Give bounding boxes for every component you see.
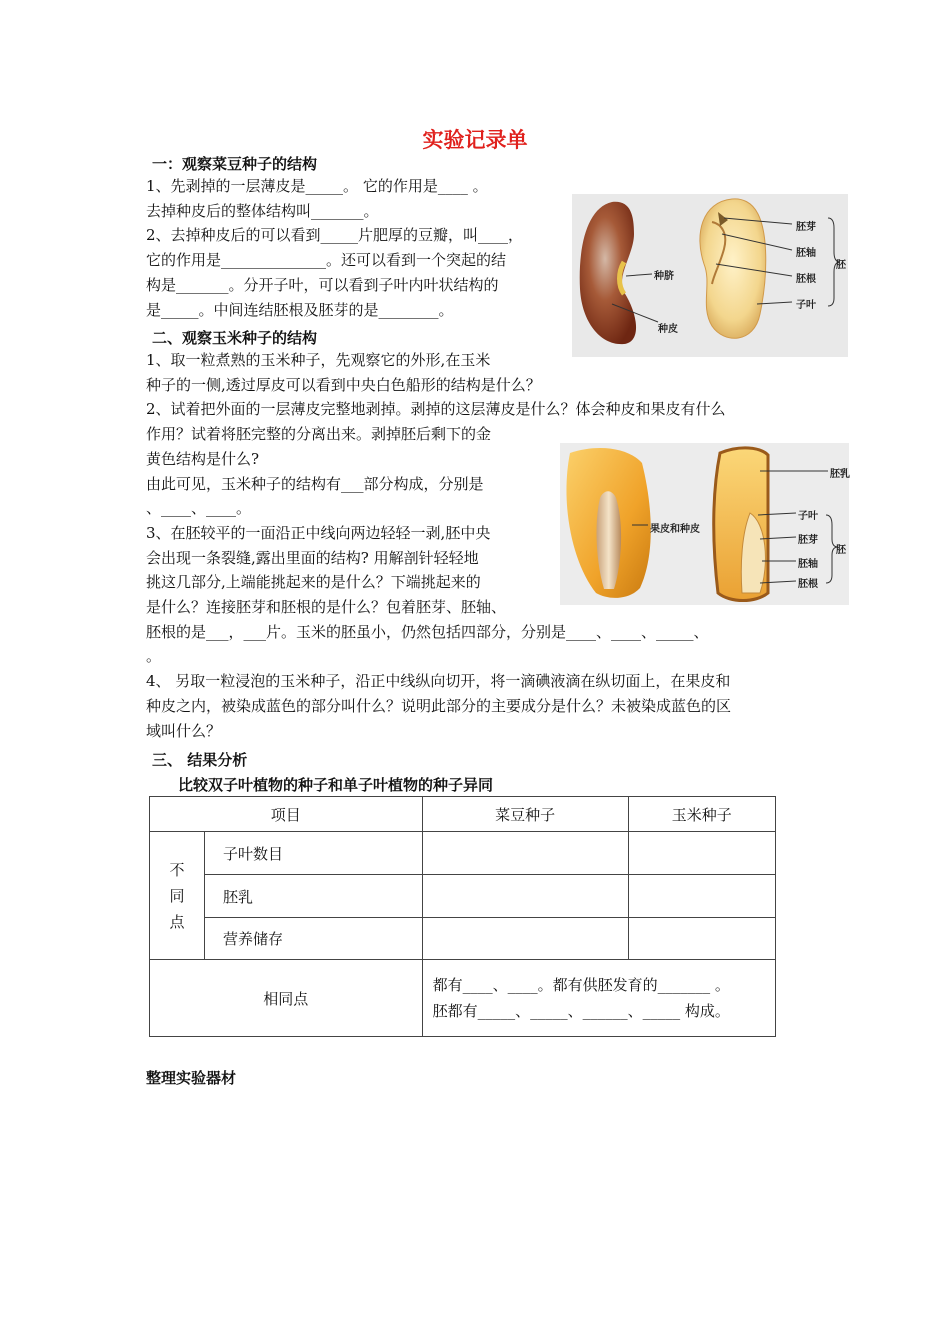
- label-plumule: 胚芽: [798, 535, 818, 546]
- table-cell[interactable]: [628, 918, 775, 960]
- label-seed-coat: 种皮: [658, 324, 678, 335]
- label-hypocotyl: 胚轴: [798, 559, 818, 570]
- diff-label-char: 点: [169, 912, 185, 931]
- label-endosperm: 胚乳: [830, 469, 850, 480]
- text-line: 挑这几部分,上端能挑起来的是什么？下端挑起来的: [146, 573, 481, 592]
- diff-label-char: 同: [169, 886, 185, 905]
- text-line: 2、试着把外面的一层薄皮完整地剥掉。剥掉的这层薄皮是什么？体会种皮和果皮有什么: [146, 400, 726, 419]
- page-title: 实验记录单: [422, 128, 528, 152]
- table-cell[interactable]: [422, 918, 628, 960]
- text-line: 作用？试着将胚完整的分离出来。剥掉胚后剩下的金: [146, 425, 492, 444]
- text-line: 1、取一粒煮熟的玉米种子，先观察它的外形,在玉米: [146, 351, 491, 369]
- label-plumule: 胚芽: [796, 222, 816, 233]
- label-radicle: 胚根: [798, 579, 818, 590]
- text-line: 。: [146, 647, 162, 666]
- text-line: 去掉种皮后的整体结构叫_______。: [146, 201, 379, 220]
- text-line: 种皮之内，被染成蓝色的部分叫什么？说明此部分的主要成分是什么？未被染成蓝色的区: [146, 696, 732, 715]
- same-line: 都有____、____。都有供胚发育的_______ 。: [432, 976, 730, 994]
- section3-heading: 三、 结果分析: [152, 751, 248, 769]
- same-label-cell: 相同点: [150, 960, 423, 1037]
- table-title: 比较双子叶植物的种子和单子叶植物的种子异同: [178, 776, 494, 794]
- label-embryo: 胚: [836, 260, 846, 271]
- footer-heading: 整理实验器材: [146, 1069, 237, 1087]
- table-cell[interactable]: [422, 832, 628, 875]
- diff-label-char: 不: [169, 860, 185, 879]
- header-bean: 菜豆种子: [422, 797, 628, 832]
- section1-heading: 一：观察菜豆种子的结构: [152, 155, 318, 173]
- label-cotyledon: 子叶: [796, 300, 816, 311]
- label-cotyledon: 子叶: [798, 511, 818, 522]
- label-pericarp-seedcoat: 果皮和种皮: [650, 524, 700, 535]
- text-line: 4、 另取一粒浸泡的玉米种子，沿正中线纵向切开，将一滴碘液滴在纵切面上，在果皮和: [146, 672, 731, 691]
- text-line: 是_____。中间连结胚根及胚芽的是________。: [146, 300, 454, 319]
- table-cell[interactable]: [422, 875, 628, 918]
- text-line: 黄色结构是什么?: [146, 449, 260, 468]
- label-radicle: 胚根: [796, 274, 816, 285]
- text-line: 种子的一侧,透过厚皮可以看到中央白色船形的结构是什么？: [146, 375, 541, 394]
- label-hypocotyl: 胚轴: [796, 248, 816, 259]
- same-content-cell: [422, 960, 775, 1037]
- bean-seed-figure: [572, 194, 848, 357]
- text-line: 域叫什么？: [146, 721, 222, 740]
- table-cell[interactable]: [628, 832, 775, 875]
- header-item: 项目: [150, 797, 423, 832]
- table-row: [150, 875, 776, 918]
- comparison-table: [149, 796, 776, 1037]
- row-label-endosperm: 胚乳: [205, 875, 423, 918]
- text-line: 它的作用是______________。还可以看到一个突起的结: [146, 251, 507, 270]
- same-line: 胚都有_____、_____、______、_____ 构成。: [432, 1002, 730, 1020]
- text-line: 构是_______。分开子叶，可以看到子叶内叶状结构的: [146, 275, 499, 294]
- row-label-nutrient-storage: 营养储存: [205, 918, 423, 960]
- section2-heading: 二、观察玉米种子的结构: [152, 329, 318, 347]
- text-line: 由此可见，玉米种子的结构有___部分构成，分别是: [146, 474, 484, 493]
- text-line: 、____、____。: [146, 499, 252, 518]
- corn-seed-figure: [560, 443, 849, 605]
- table-row: [150, 832, 776, 875]
- text-line: 1、先剥掉的一层薄皮是_____。 它的作用是____ 。: [146, 177, 488, 195]
- text-line: 会出现一条裂缝,露出里面的结构? 用解剖针轻轻地: [146, 548, 479, 567]
- table-cell[interactable]: [628, 875, 775, 918]
- text-line: 是什么？连接胚芽和胚根的是什么？包着胚芽、胚轴、: [146, 598, 507, 617]
- text-line: 2、去掉种皮后的可以看到_____片肥厚的豆瓣，叫____，: [146, 226, 524, 245]
- header-corn: 玉米种子: [628, 797, 775, 832]
- section1-text: [146, 174, 523, 322]
- text-line: 胚根的是___，___片。玉米的胚虽小，仍然包括四部分，分别是____、____、_____、: [146, 622, 709, 641]
- diff-label-cell: [150, 832, 205, 960]
- label-embryo: 胚: [836, 545, 846, 556]
- label-hilum: 种脐: [654, 271, 674, 282]
- table-row: [150, 960, 776, 1037]
- bean-inner-shape: [700, 199, 766, 338]
- text-line: 3、在胚较平的一面沿正中线向两边轻轻一剥,胚中央: [146, 523, 491, 542]
- row-label-cotyledon-count: 子叶数目: [205, 832, 423, 875]
- table-header-row: [150, 797, 776, 832]
- table-row: [150, 918, 776, 960]
